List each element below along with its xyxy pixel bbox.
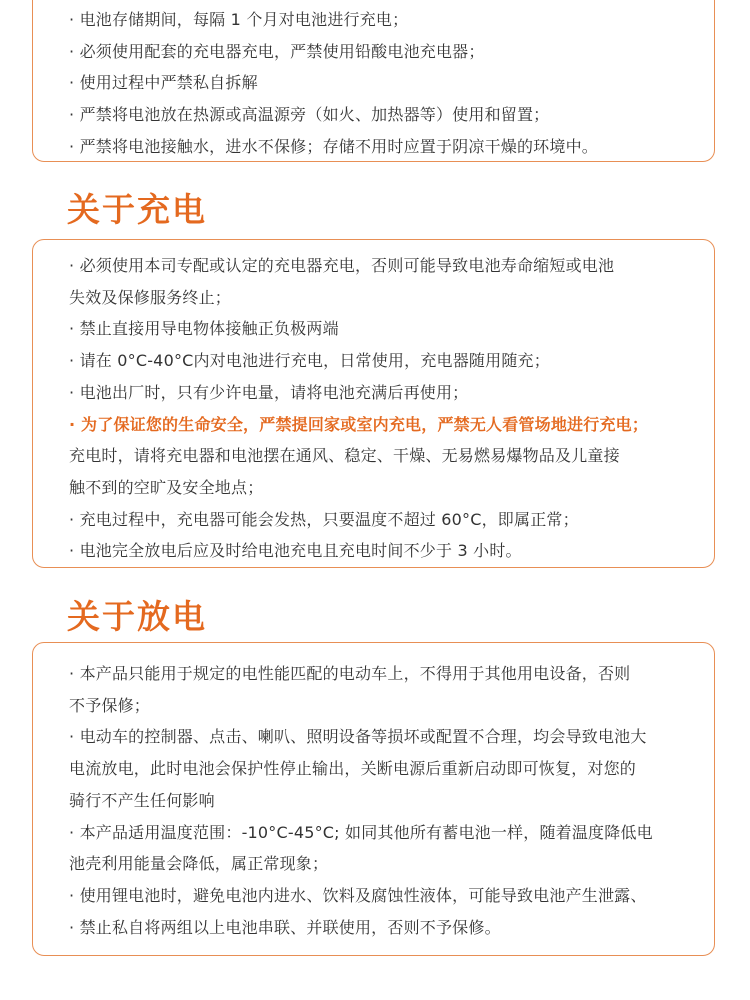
charging-safety-warning: · 为了保证您的生命安全，严禁提回家或室内充电，严禁无人看管场地进行充电； bbox=[69, 414, 649, 434]
discharging-notes-box bbox=[32, 642, 715, 956]
storage-note-line: · 使用过程中严禁私自拆解 bbox=[69, 73, 258, 93]
discharging-note-line: · 本产品只能用于规定的电性能匹配的电动车上，不得用于其他用电设备，否则 bbox=[69, 664, 631, 683]
discharging-note-line: · 电动车的控制器、点击、喇叭、照明设备等损坏或配置不合理，均会导致电池大 bbox=[69, 727, 647, 747]
discharging-note-line: · 本产品适用温度范围：-10°C-45°C; 如同其他所有蓄电池一样，随着温度降低电 bbox=[69, 822, 653, 842]
charging-note-line: 触不到的空旷及安全地点； bbox=[69, 477, 264, 497]
charging-note-line: · 请在 0°C-40°C内对电池进行充电，日常使用，充电器随用随充； bbox=[69, 351, 550, 371]
discharging-note-line: 池壳利用能量会降低，属正常现象； bbox=[69, 854, 329, 874]
charging-note-line: 充电时，请将充电器和电池摆在通风、稳定、干燥、无易燃易爆物品及儿童接 bbox=[69, 446, 620, 466]
storage-note-line: · 严禁将电池接触水，进水不保修；存储不用时应置于阴凉干燥的环境中。 bbox=[69, 136, 598, 156]
charging-note-line: · 禁止直接用导电物体接触正负极两端 bbox=[69, 319, 339, 339]
storage-note-line: · 必须使用配套的充电器充电，严禁使用铅酸电池充电器； bbox=[69, 41, 485, 61]
discharging-note-line: 不予保修； bbox=[69, 695, 151, 715]
charging-section-title: 关于充电 bbox=[67, 190, 207, 229]
charging-note-line: · 充电过程中，充电器可能会发热，只要温度不超过 60°C，即属正常； bbox=[69, 509, 579, 529]
storage-note-line: · 电池存储期间，每隔 1 个月对电池进行充电； bbox=[69, 10, 409, 29]
discharging-note-line: · 禁止私自将两组以上电池串联、并联使用，否则不予保修。 bbox=[69, 917, 501, 937]
charging-note-line: · 电池出厂时，只有少许电量，请将电池充满后再使用； bbox=[69, 382, 469, 402]
charging-notes-box bbox=[32, 239, 715, 568]
discharging-note-line: 骑行不产生任何影响 bbox=[69, 790, 215, 810]
discharging-note-line: · 使用锂电池时，避免电池内进水、饮料及腐蚀性液体，可能导致电池产生泄露、 bbox=[69, 885, 647, 905]
discharging-note-line: 电流放电，此时电池会保护性停止输出，关断电源后重新启动即可恢复，对您的 bbox=[69, 759, 637, 779]
charging-note-line: · 电池完全放电后应及时给电池充电且充电时间不少于 3 小时。 bbox=[69, 541, 522, 561]
charging-note-line: 失效及保修服务终止； bbox=[69, 287, 232, 307]
storage-note-line: · 严禁将电池放在热源或高温源旁（如火、加热器等）使用和留置； bbox=[69, 105, 550, 125]
discharging-section-title: 关于放电 bbox=[67, 597, 207, 636]
charging-note-line: · 必须使用本司专配或认定的充电器充电，否则可能导致电池寿命缩短或电池 bbox=[69, 256, 615, 275]
storage-notes-box bbox=[32, 0, 715, 162]
